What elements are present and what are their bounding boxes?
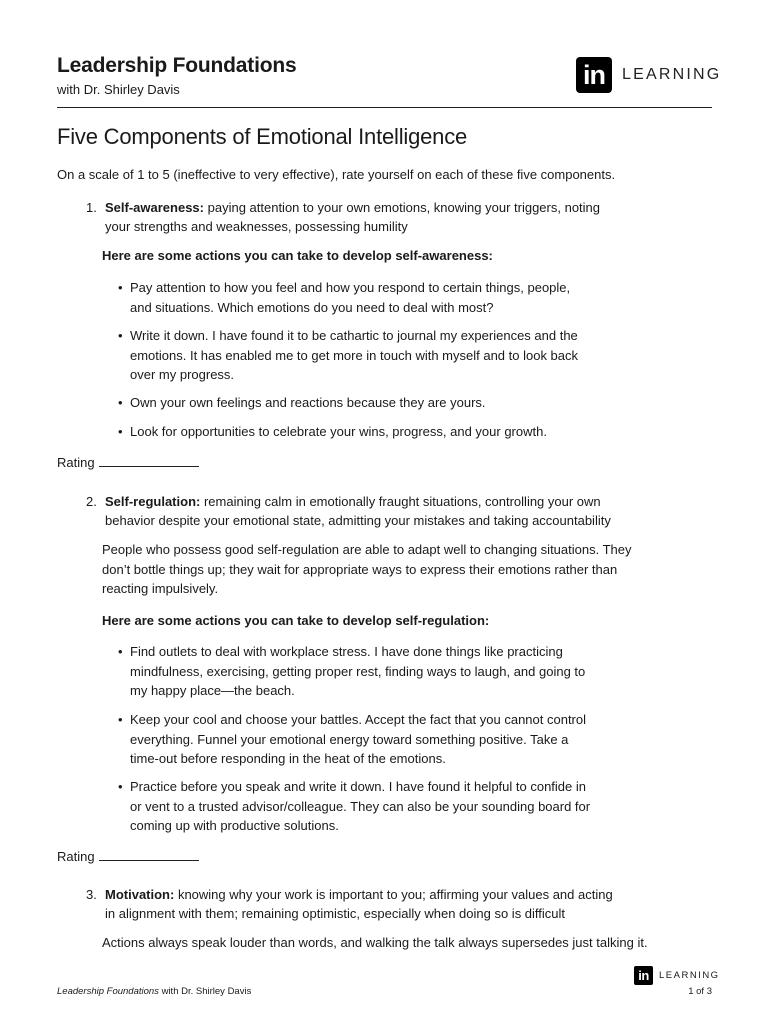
explanation-paragraph: People who possess good self-regulation are able to adapt well to changing situations. They don’t bottle things up; they wait for appropriate ways to express their emotions rather than reacting impulsively. xyxy=(102,542,632,596)
bullet-item: Write it down. I have found it to be cathartic to journal my experiences and the emotions. It has enabled me to get more in touch with myself and to look back over my progress. xyxy=(130,328,579,382)
component-definition-cont: your strengths and weaknesses, possessing humility xyxy=(105,219,408,234)
page-number: 1 of 3 xyxy=(688,986,712,997)
rating-blank[interactable] xyxy=(99,848,199,861)
document-title: Five Components of Emotional Intelligence xyxy=(57,124,468,149)
component-term: Self-awareness: xyxy=(105,200,204,215)
linkedin-learning-logo xyxy=(576,57,721,93)
footer-linkedin-learning-logo xyxy=(634,966,720,985)
component-definition: Self-awareness: paying attention to your own emotions, knowing your triggers, noting xyxy=(105,200,601,215)
component-definition-cont: in alignment with them; remaining optimistic, especially when doing so is difficult xyxy=(105,906,566,921)
bullet-icon: • xyxy=(118,644,123,659)
rating-blank[interactable] xyxy=(99,454,199,467)
bullet-item: Pay attention to how you feel and how you respond to certain things, people, and situations. Which emotions do you need to deal with most? xyxy=(130,280,571,315)
component-definition: Self-regulation: remaining calm in emotionally fraught situations, controlling your own xyxy=(105,494,601,509)
bullet-icon: • xyxy=(118,712,123,727)
explanation-paragraph: Actions always speak louder than words, and walking the talk always supersedes just talking it. xyxy=(102,935,648,950)
header-divider xyxy=(57,107,712,108)
learning-wordmark: LEARNING xyxy=(659,970,720,981)
bullet-item: Find outlets to deal with workplace stress. I have done things like practicing mindfulness, exercising, getting proper rest, finding ways to laugh, and going to my happy place—the beach. xyxy=(130,644,586,698)
item-number: 1. xyxy=(86,200,97,215)
actions-heading: Here are some actions you can take to develop self-awareness: xyxy=(102,248,493,263)
bullet-icon: • xyxy=(118,395,123,410)
rating-field[interactable]: Rating xyxy=(57,848,199,864)
bullet-icon: • xyxy=(118,779,123,794)
component-term: Self-regulation: xyxy=(105,494,201,509)
bullet-icon: • xyxy=(118,328,123,343)
footer-credit: Leadership Foundations with Dr. Shirley Davis xyxy=(57,986,252,997)
bullet-item: Keep your cool and choose your battles. Accept the fact that you cannot control everything. Funnel your emotional energy toward something positive. Take a time-out before responding in the heat of the emotions. xyxy=(130,712,587,766)
item-number: 2. xyxy=(86,494,97,509)
bullet-item: Look for opportunities to celebrate your wins, progress, and your growth. xyxy=(130,424,547,439)
bullet-icon: • xyxy=(118,280,123,295)
component-definition: Motivation: knowing why your work is important to you; affirming your values and acting xyxy=(105,887,613,902)
course-title: Leadership Foundations xyxy=(57,54,297,77)
bullet-icon: • xyxy=(118,424,123,439)
intro-text: On a scale of 1 to 5 (ineffective to very effective), rate yourself on each of these five components. xyxy=(57,167,616,182)
linkedin-in-icon: in xyxy=(576,57,612,93)
component-term: Motivation: xyxy=(105,887,175,902)
bullet-item: Own your own feelings and reactions because they are yours. xyxy=(130,395,486,410)
component-definition-cont: behavior despite your emotional state, admitting your mistakes and taking accountability xyxy=(105,513,611,528)
learning-wordmark: LEARNING xyxy=(622,66,722,83)
linkedin-in-icon: in xyxy=(634,966,653,985)
rating-field[interactable]: Rating xyxy=(57,454,199,470)
actions-heading: Here are some actions you can take to develop self-regulation: xyxy=(102,613,490,628)
item-number: 3. xyxy=(86,887,97,902)
course-instructor: with Dr. Shirley Davis xyxy=(57,82,180,97)
bullet-item: Practice before you speak and write it down. I have found it helpful to confide in or vent to a trusted advisor/colleague. They can also be your sounding board for coming up with productive solutions. xyxy=(130,779,591,833)
